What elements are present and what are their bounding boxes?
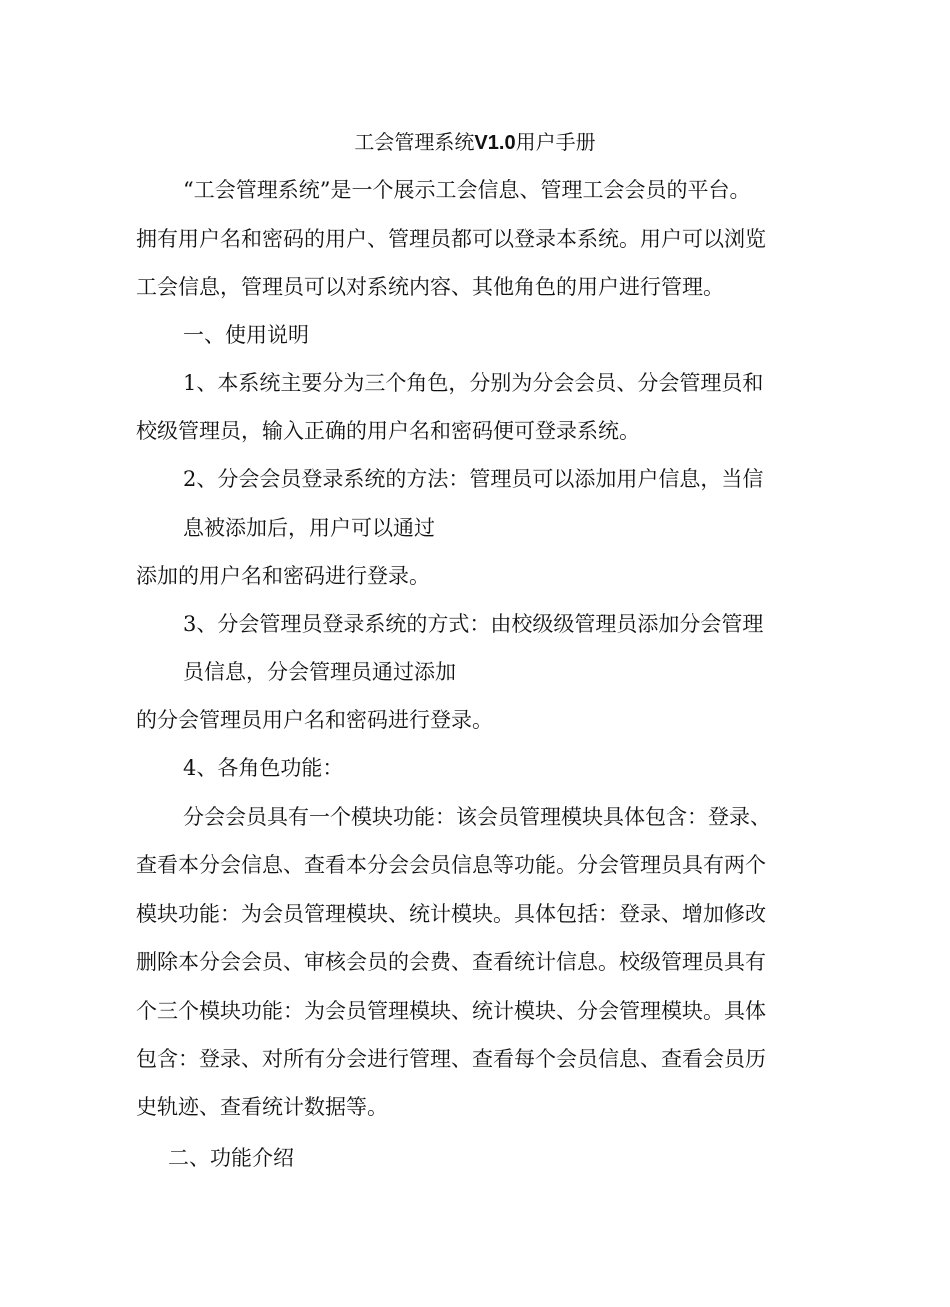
intro-line-3: 工会信息，管理员可以对系统内容、其他角色的用户进行管理。 — [136, 275, 724, 299]
item-1-line-2: 校级管理员，输入正确的用户名和密码便可登录系统。 — [136, 419, 640, 443]
section-heading-features: 二、功能介绍 — [168, 1146, 294, 1170]
item-3-line-1: 3、分会管理员登录系统的方式：由校级级管理员添加分会管理 — [183, 612, 764, 636]
item-1-line-1: 1、本系统主要分为三个角色，分别为分会会员、分会管理员和 — [183, 371, 764, 395]
roles-line-4: 删除本分会会员、审核会员的会费、查看统计信息。校级管理员具有 — [136, 950, 766, 974]
title-version: V1.0 — [474, 132, 516, 154]
intro-line-2: 拥有用户名和密码的用户、管理员都可以登录本系统。用户可以浏览 — [136, 227, 766, 251]
item-2-line-2: 息被添加后，用户可以通过 — [183, 516, 435, 540]
roles-line-2: 查看本分会信息、查看本分会会员信息等功能。分会管理员具有两个 — [136, 853, 766, 877]
roles-line-3: 模块功能：为会员管理模块、统计模块。具体包括：登录、增加修改 — [136, 902, 766, 926]
roles-line-5: 个三个模块功能：为会员管理模块、统计模块、分会管理模块。具体 — [136, 999, 766, 1023]
title-suffix: 用户手册 — [515, 130, 596, 154]
roles-line-6: 包含：登录、对所有分会进行管理、查看每个会员信息、查看会员历 — [136, 1047, 766, 1071]
item-3-line-2: 员信息，分会管理员通过添加 — [183, 660, 456, 684]
roles-line-1: 分会会员具有一个模块功能：该会员管理模块具体包含：登录、 — [183, 805, 771, 829]
item-4-heading: 4、各角色功能： — [183, 756, 344, 780]
item-2-line-1: 2、分会会员登录系统的方法：管理员可以添加用户信息，当信 — [183, 467, 764, 491]
intro-line-1: “工会管理系统”是一个展示工会信息、管理工会会员的平台。 — [183, 178, 751, 202]
item-3-line-3: 的分会管理员用户名和密码进行登录。 — [136, 708, 493, 732]
item-2-line-3: 添加的用户名和密码进行登录。 — [136, 564, 430, 588]
title-prefix: 工会管理系统 — [354, 130, 475, 154]
document-title — [0, 128, 950, 157]
roles-line-7: 史轨迹、查看统计数据等。 — [136, 1095, 388, 1119]
section-heading-usage: 一、使用说明 — [183, 323, 309, 347]
